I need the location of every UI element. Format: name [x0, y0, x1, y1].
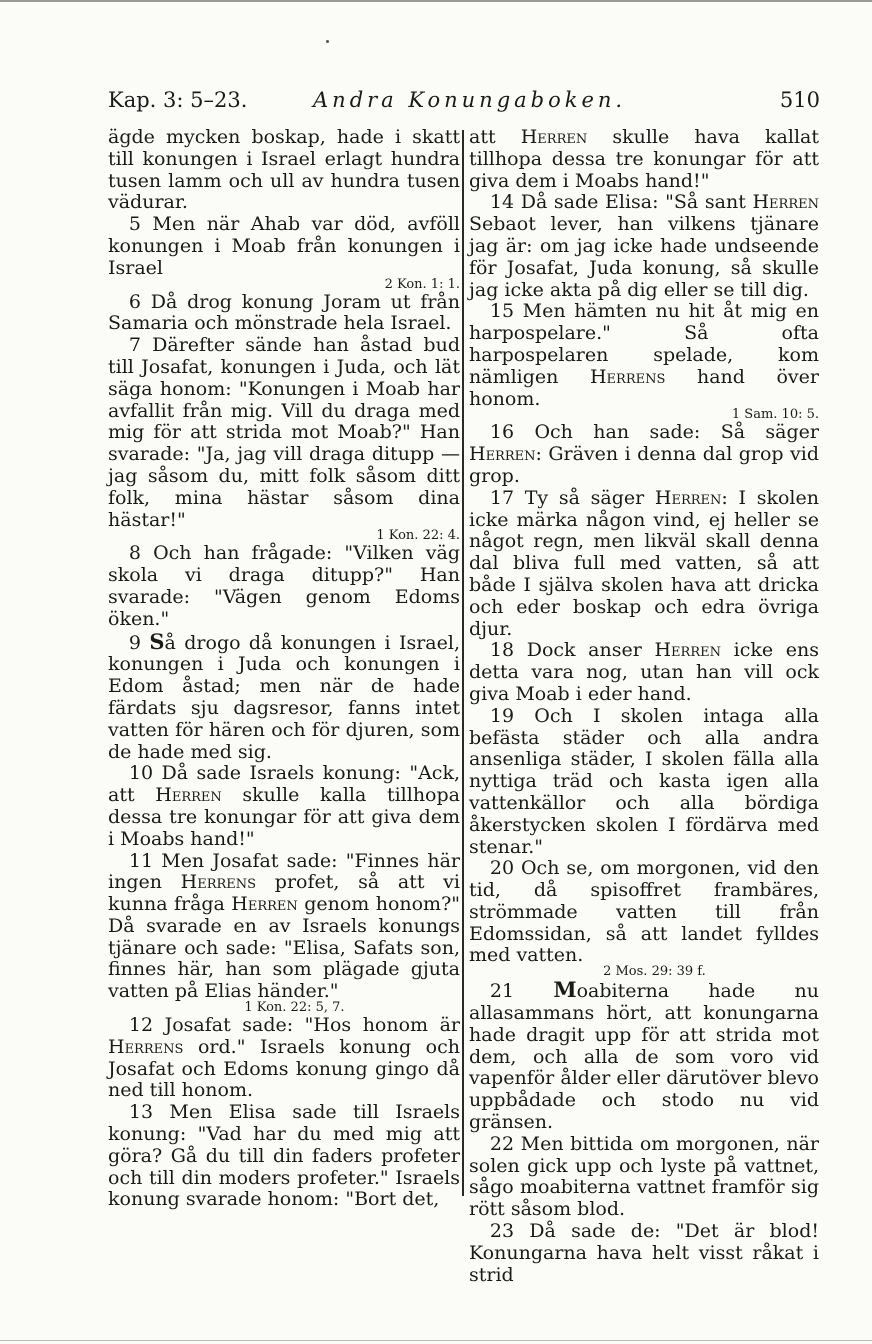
divine-name: Herren: [752, 191, 819, 214]
print-speck: [326, 40, 329, 43]
verse-23: 23 Då sade de: "Det är blod! Konungarna hava helt visst råkat i strid: [469, 1220, 819, 1286]
right-column: [469, 127, 819, 1286]
divine-name: Herrens: [108, 1035, 184, 1058]
column-divider: [462, 130, 464, 1196]
verse-16: 16 Och han sade: Så säger Herren: Gräven i denna dal grop vid grop.: [469, 421, 819, 487]
verse-7: 7 Därefter sände han åstad bud till Josafat, konungen i Juda, och lät säga honom: "Konungen i Moab har avfallit från mig. Vill du draga med mig för att strida mot Moab?" Han svarade: "Ja, jag vill draga ditupp — jag såsom du, mitt folk såsom ditt folk, mina hästar såsom dina hästar!" 1 Kon. 22: 4.: [108, 334, 460, 544]
verse-10: 10 Då sade Israels konung: "Ack, att Herren skulle kalla tillhopa dessa tre konungar för att giva dem i Moabs hand!": [108, 762, 460, 850]
verse-6: 6 Då drog konung Joram ut från Samaria och mönstrade hela Israel.: [108, 290, 460, 335]
cross-reference: 1 Sam. 10: 5.: [731, 407, 819, 423]
cross-reference: 1 Kon. 22: 4.: [376, 528, 460, 544]
section-initial: M: [553, 977, 577, 1003]
verse-9: 9 Så drogo då konungen i Israel, konungen i Juda och konungen i Edom åstad; men när de hade färdats sju dagsresor, fanns intet vatten för hären och för djuren, som de hade med sig.: [108, 628, 460, 763]
divine-name: Herren: [654, 639, 721, 662]
divine-name: Herren: [155, 784, 222, 807]
running-header: [108, 88, 820, 118]
verse-15: 15 Men hämten nu hit åt mig en harpospelare." Så ofta harpospelaren spelade, kom nämligen Herrens hand över honom. 1 Sam. 10: 5.: [469, 300, 819, 423]
divine-name: Herren:: [469, 443, 542, 466]
verse-13: 13 Men Elisa sade till Israels konung: "Vad har du med mig att göra? Gå du till din faders profeter och till din moders profeter." Israels konung svarade honom: "Bort det,: [108, 1101, 460, 1211]
top-border: [0, 0, 872, 2]
cross-reference: 2 Mos. 29: 39 f.: [603, 964, 706, 980]
cross-reference: 1 Kon. 22: 5, 7.: [244, 1000, 345, 1016]
book-title: Andra Konungaboken.: [313, 88, 627, 112]
verse-5: 5 Men när Ahab var död, avföll konungen i Moab från konungen i Israel 2 Kon. 1: 1.: [108, 213, 460, 292]
section-initial: S: [149, 628, 165, 654]
verse-12: 12 Josafat sade: "Hos honom är Herrens ord." Israels konung och Josafat och Edoms konung gingo då ned till honom.: [108, 1014, 460, 1102]
verse-8: 8 Och han frågade: "Vilken väg skola vi draga ditupp?" Han svarade: "Vägen genom Edoms öken.": [108, 542, 460, 630]
divine-name: Herren: [231, 893, 298, 916]
divine-name: Herren:: [654, 486, 728, 509]
verse-11: 11 Men Josafat sade: "Finnes här ingen Herrens profet, så att vi kunna fråga Herren genom honom?" Då svarade en av Israels konungs tjänare och sade: "Elisa, Safats son, finnes här, han som plägade gjuta vatten på Elias händer." 1 Kon. 22: 5, 7.: [108, 849, 460, 1016]
divine-name: Herrens: [180, 871, 257, 894]
verse-14: 14 Då sade Elisa: "Så sant Herren Sebaot lever, han vilkens tjänare jag är: om jag icke hade undseende för Josafat, Juda konung, så skulle jag icke akta på dig eller se till dig.: [469, 191, 819, 301]
chapter-reference: Kap. 3: 5–23.: [108, 88, 248, 112]
page-number: 510: [779, 88, 820, 112]
bottom-border: [0, 1340, 872, 1341]
left-column: [108, 127, 460, 1211]
verse-13-continuation: att Herren skulle hava kallat tillhopa dessa tre konungar för att giva dem i Moabs hand!": [469, 126, 820, 192]
verse-20: 20 Och se, om morgonen, vid den tid, då spisoffret frambäres, strömmade vatten till från Edomssidan, så att landet fylldes med vatten. 2 Mos. 29: 39 f.: [469, 857, 819, 980]
cross-reference: 2 Kon. 1: 1.: [384, 276, 460, 292]
verse-18: 18 Dock anser Herren icke ens detta vara nog, utan han vill ock giva Moab i eder hand.: [469, 639, 819, 705]
verse-4-continuation: ägde mycken boskap, hade i skatt till konungen i Israel erlagt hundra tusen lamm och ull av hundra tusen vädurar.: [108, 126, 460, 214]
divine-name: Herren: [520, 126, 588, 148]
verse-21: 21 Moabiterna hade nu allasammans hört, att konungarna hade dragit upp för att strida mot dem, och alla de som voro vid vapenför ålder eller därutöver blevo uppbådade och stodo nu vid gränsen.: [469, 977, 819, 1134]
verse-17: 17 Ty så säger Herren: I skolen icke märka någon vind, ej heller se något regn, men likväl skall denna dal bliva full med vatten, så att både I själva skolen hava att dricka och eder boskap och edra övriga djur.: [469, 486, 819, 640]
verse-19: 19 Och I skolen intaga alla befästa städer och alla andra ansenliga städer, I skolen fälla alla nyttiga träd och kasta igen alla vattenkällor och alla bördiga åkerstycken skolen I fördärva med stenar.": [469, 704, 819, 858]
verse-22: 22 Men bittida om morgonen, när solen gick upp och lyste på vattnet, sågo moabiterna vattnet framför sig rött såsom blod.: [469, 1132, 819, 1221]
divine-name: Herrens: [589, 365, 666, 388]
